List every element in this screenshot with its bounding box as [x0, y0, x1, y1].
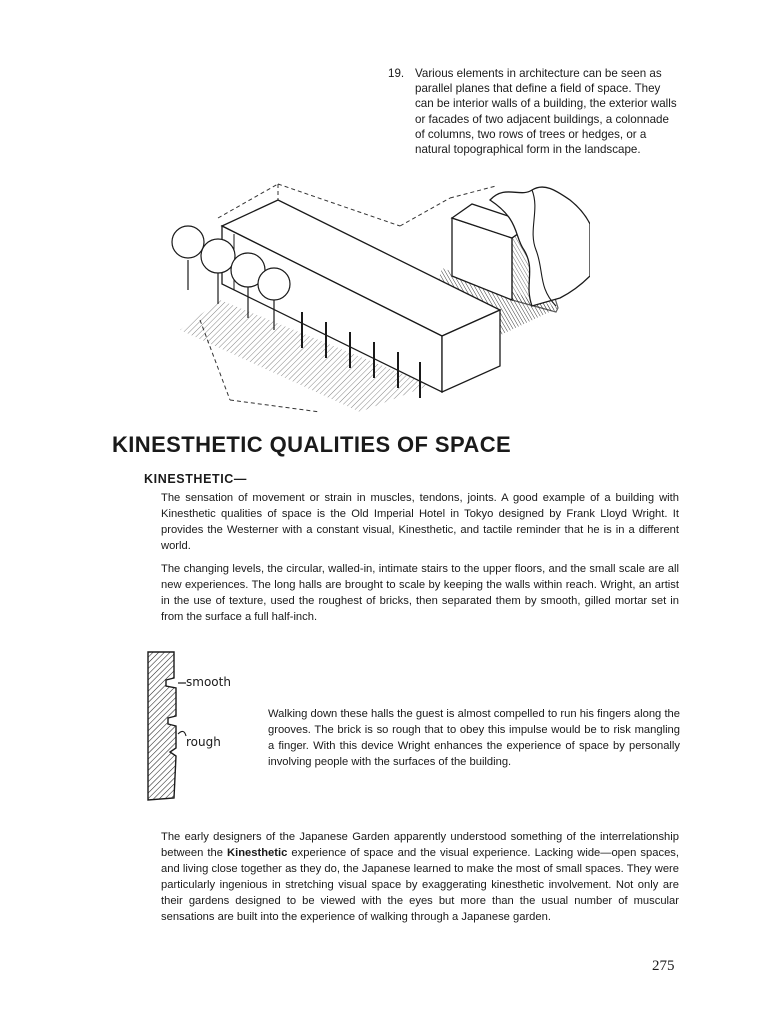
p3-text-b: experience of space and the visual experience. Lacking wide—open spaces, and living close together as they do, the Japanese learned to make the most of small spaces. They were particularly ingenious in stretching visual space by exaggerating kinesthetic involvement. Not only are their gardens designed to be viewed with the eyes but more than the usual number of muscular sensations are built into the experience of walking through a Japanese garden. [161, 847, 679, 923]
section-heading: KINESTHETIC QUALITIES OF SPACE [112, 432, 512, 457]
figure-caption [388, 66, 680, 157]
term-heading: KINESTHETIC— [144, 472, 248, 486]
japanese-garden-paragraph [161, 829, 679, 925]
page-number: 275 [652, 958, 675, 974]
caption-text: Various elements in architecture can be seen as parallel planes that define a field of space. They can be interior walls of a building, the exterior walls or facades of two adjacent buildings, a colonnade of columns, two rows of trees or hedges, or a natural topographical form in the landscape. [415, 67, 677, 157]
brick-section-diagram [140, 648, 260, 808]
brick-paragraph: Walking down these halls the guest is almost compelled to run his fingers along the grooves. The brick is so rough that to obey this impulse would be to risk mangling a finger. With this device Wright enhances the experience of space by personally involving people with the surfaces of the building. [268, 708, 680, 768]
p3-text-a: The early designers of the Japanese Garden apparently understood something of the interrelationship between the [161, 831, 679, 859]
p3-emphasis: Kinesthetic [227, 847, 288, 859]
parallel-planes-illustration [160, 180, 590, 420]
hotel-paragraph: The changing levels, the circular, walled-in, intimate stairs to the upper floors, and the small scale are all new experiences. The long halls are brought to scale by keeping the walls within reach. Wright, an artist in the use of texture, used the roughest of bricks, then separated them by smooth, gilled mortar set in from the surface a full half-inch. [161, 563, 679, 623]
label-rough: rough [186, 735, 221, 749]
caption-number: 19. [388, 67, 405, 80]
definition-paragraph: The sensation of movement or strain in muscles, tendons, joints. A good example of a building with Kinesthetic qualities of space is the Old Imperial Hotel in Tokyo designed by Frank Lloyd Wright. It provides the Westerner with a constant visual, Kinesthetic, and tactile reminder that he is in a different world. [161, 492, 679, 552]
label-smooth: smooth [186, 675, 231, 689]
